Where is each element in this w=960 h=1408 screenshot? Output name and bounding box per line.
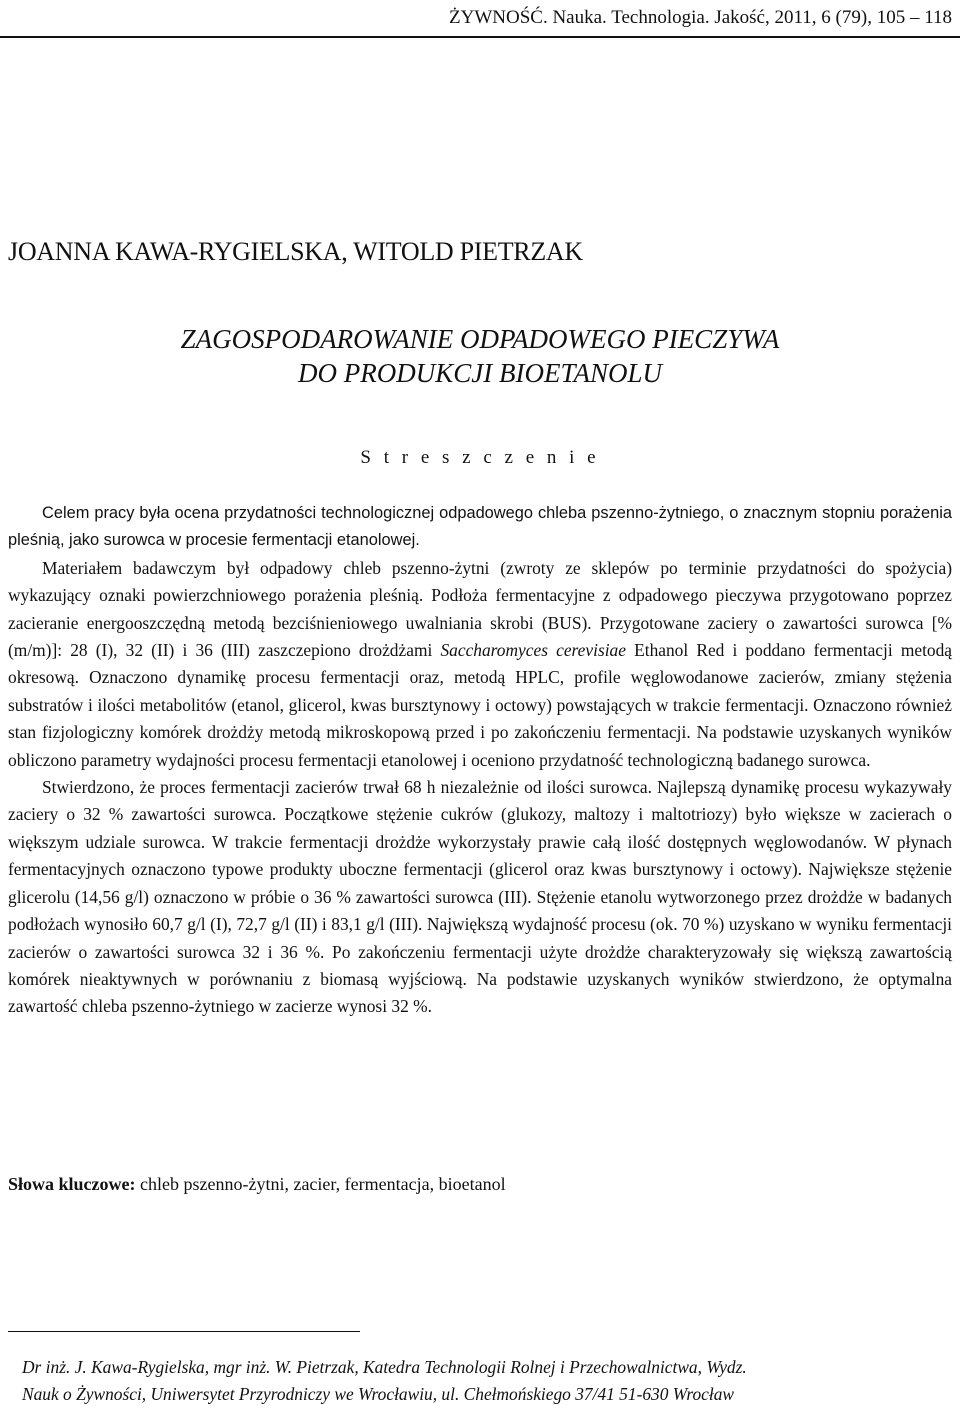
keywords-value: chleb pszenno-żytni, zacier, fermentacja, bioetanol bbox=[135, 1174, 506, 1194]
footnote-line-1: Dr inż. J. Kawa-Rygielska, mgr inż. W. Pietrzak, Katedra Technologii Rolnej i Przechowalnictwa, Wydz. bbox=[22, 1357, 747, 1377]
abstract-paragraph-results: Stwierdzono, że proces fermentacji zacierów trwał 68 h niezależnie od ilości surowca. Najlepszą dynamikę procesu wykazywały zaciery o 32 % zawartości surowca. Początkowe stężenie cukrów (glukozy, maltozy i maltotriozy) było większe w zacierach o większym udziale surowca. W trakcie fermentacji drożdże wykorzystały prawie całą ilość dostępnych węglowodanów. W płynach fermentacyjnych oznaczono typowe produkty uboczne fermentacji (glicerol oraz kwas bursztynowy i octowy). Największe stężenie glicerolu (14,56 g/l) oznaczono w próbie o 36 % zawartości surowca (III). Stężenie etanolu wytworzonego przez drożdże w badanych podłożach wynosiło 60,7 g/l (I), 72,7 g/l (II) i 83,1 g/l (III). Największą wydajność procesu (ok. 70 %) uzyskano w wyniku fermentacji zacierów o zawartości surowca 32 i 36 %. Po zakończeniu fermentacji użyte drożdże charakteryzowały się większą zawartością komórek nieaktywnych w porównaniu z biomasą wyjściową. Na podstawie uzyskanych wyników stwierdzono, że optymalna zawartość chleba pszenno-żytniego w zacierze wynosi 32 %. bbox=[8, 777, 952, 1017]
paper-title-line-2: DO PRODUKCJI BIOETANOLU bbox=[298, 358, 662, 389]
footnote-line-2: Nauk o Żywności, Uniwersytet Przyrodniczy we Wrocławiu, ul. Chełmońskiego 37/41 51-630 Wrocław bbox=[22, 1384, 734, 1404]
abstract-paragraph-aim: Celem pracy była ocena przydatności technologicznej odpadowego chleba pszenno-żytniego, o znacznym stopniu porażenia pleśnią, jako surowca w procesie fermentacji etanolowej. bbox=[8, 504, 952, 550]
footnote-rule bbox=[8, 1331, 360, 1332]
species-name: Saccharomyces cerevisiae bbox=[440, 640, 626, 661]
keywords-label: Słowa kluczowe: bbox=[8, 1174, 136, 1194]
journal-citation: ŻYWNOŚĆ. Nauka. Technologia. Jakość, 2011, 6 (79), 105 – 118 bbox=[449, 7, 952, 28]
authors: JOANNA KAWA-RYGIELSKA, WITOLD PIETRZAK bbox=[8, 237, 583, 266]
abstract-paragraph-methods: Materiałem badawczym był odpadowy chleb pszenno-żytni (zwroty ze sklepów po terminie przydatności do spożycia) wykazujący oznaki powierzchniowego porażenia pleśnią. Podłoża fermentacyjne z odpadowego pieczywa przygotowano poprzez zacieranie energooszczędną metodą bezciśnieniowego uwalniania skrobi (BUS). Przygotowane zaciery o zawartości surowca [% (m/m)]: 28 (I), 32 (II) i 36 (III) zaszczepiono drożdżami Saccharomyces cerevisiae Ethanol Red i poddano fermentacji metodą okresową. Oznaczono dynamikę procesu fermentacji oraz, metodą HPLC, profile węglowodanowe zacierów, zmiany stężenia substratów i ilości metabolitów (etanol, glicerol, kwas bursztynowy i octowy) powstających w trakcie fermentacji. Oznaczono również stan fizjologiczny komórek drożdży metodą mikroskopową przed i po zakończeniu fermentacji. Na podstawie uzyskanych wyników obliczono parametry wydajności procesu fermentacji etanolowej i oceniono przydatność technologiczną badanego surowca. bbox=[8, 557, 953, 770]
header-rule bbox=[0, 36, 960, 38]
abstract-body bbox=[8, 500, 952, 1021]
journal-header bbox=[0, 6, 960, 36]
keywords bbox=[8, 1172, 506, 1196]
author-affiliation-footnote bbox=[22, 1354, 952, 1408]
paper-title bbox=[0, 322, 960, 390]
paper-title-line-1: ZAGOSPODAROWANIE ODPADOWEGO PIECZYWA bbox=[180, 324, 780, 355]
abstract-heading: S t r e s z c z e n i e bbox=[360, 447, 600, 468]
